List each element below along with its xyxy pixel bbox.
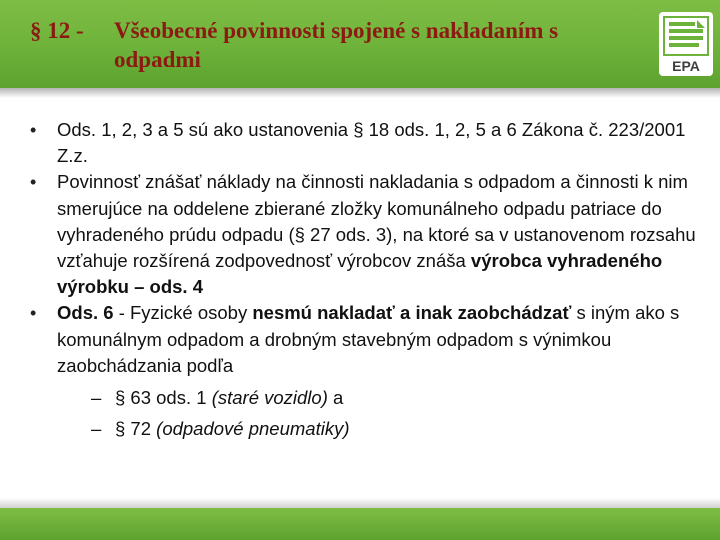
bullet-3-text-mid: - Fyzické osoby: [113, 302, 253, 324]
sub-item-1: [91, 382, 700, 413]
bullet-3-lead: Ods. 6: [57, 302, 114, 324]
slide-body: [30, 117, 700, 444]
sub-item-2-text: § 72: [115, 418, 157, 440]
sub-item-2-italic: (odpadové pneumatiky): [156, 418, 350, 440]
sub-item-2: [91, 413, 700, 444]
epa-logo-text: EPA: [672, 58, 700, 74]
bullet-item-1: [30, 117, 700, 169]
bullet-3-text-after: s iným ako s komunálnym odpadom a drobným stavebným odpadom s výnimkou zaobchádzania podľa: [57, 302, 680, 376]
footer-shadow: [0, 498, 720, 508]
epa-logo: [659, 12, 713, 76]
bullet-3-bold-mid: nesmú nakladať a inak zaobchádzať: [252, 302, 572, 324]
bullet-2-text: Povinnosť znášať náklady na činnosti nakladania s odpadom a činnosti k nim smerujúce na oddelene zbierané zložky komunálneho odpadu patriace do vyhradeného prúdu odpadu (§ 27 ods. 3), na ktoré sa v ustanovenom rozsahu vzťahuje rozšírená zodpovednosť výrobcov znáša: [57, 171, 696, 272]
bullet-item-2: [30, 169, 700, 300]
slide-title: [30, 16, 650, 74]
bullet-list: [30, 117, 700, 444]
bullet-item-3: [30, 300, 700, 444]
sub-item-1-suffix: a: [327, 387, 344, 409]
sub-bullet-list: [57, 382, 700, 444]
bullet-1-text: Ods. 1, 2, 3 a 5 sú ako ustanovenia § 18 ods. 1, 2, 5 a 6 Zákona č. 223/2001 Z.z.: [57, 119, 686, 167]
sub-item-1-italic: (staré vozidlo): [211, 387, 328, 409]
title-bar: [0, 0, 720, 88]
sub-item-1-text: § 63 ods. 1: [115, 387, 212, 409]
title-section-number: § 12 -: [30, 18, 84, 43]
title-bar-shadow: [0, 88, 720, 98]
footer-bar: [0, 508, 720, 540]
title-text: Všeobecné povinnosti spojené s nakladaním s odpadmi: [114, 18, 559, 72]
bullet-2-bold: výrobca vyhradeného výrobku – ods. 4: [57, 250, 663, 298]
